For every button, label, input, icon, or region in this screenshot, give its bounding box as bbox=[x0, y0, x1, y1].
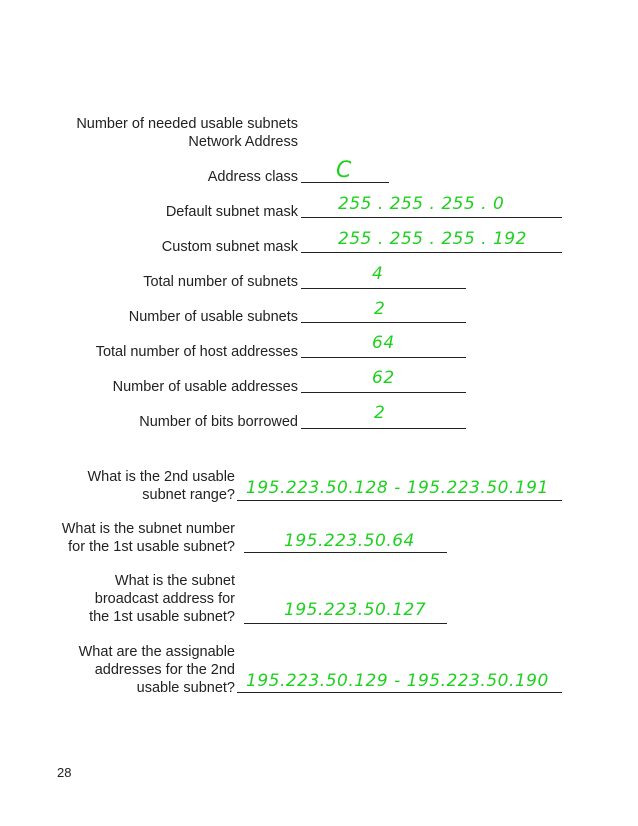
field-label: Address class bbox=[207, 169, 298, 185]
answer-line bbox=[301, 428, 466, 429]
answer-line bbox=[237, 692, 562, 693]
answer-line bbox=[301, 217, 562, 218]
answer-value: 195.223.50.127 bbox=[284, 600, 427, 620]
answer-line bbox=[301, 322, 466, 323]
field-label: Total number of host addresses bbox=[95, 344, 298, 360]
field-label: Custom subnet mask bbox=[161, 239, 298, 255]
field-label: Number of usable subnets bbox=[128, 309, 298, 325]
question-line: addresses for the 2nd bbox=[94, 662, 235, 678]
needed-subnets-label: Number of needed usable subnets bbox=[76, 116, 298, 132]
question-line: for the 1st usable subnet? bbox=[68, 539, 235, 555]
answer-value: 255 . 255 . 255 . 192 bbox=[338, 229, 527, 249]
answer-value: 64 bbox=[372, 333, 395, 353]
question-line: What is the 2nd usable bbox=[87, 469, 235, 485]
answer-value: 255 . 255 . 255 . 0 bbox=[338, 194, 505, 214]
answer-value: C bbox=[336, 158, 352, 183]
answer-line bbox=[244, 623, 447, 624]
answer-line bbox=[244, 552, 447, 553]
answer-value: 195.223.50.64 bbox=[284, 531, 415, 551]
field-label: Number of bits borrowed bbox=[139, 414, 298, 430]
question-line: broadcast address for bbox=[94, 591, 235, 607]
field-label: Default subnet mask bbox=[165, 204, 298, 220]
answer-value: 195.223.50.129 - 195.223.50.190 bbox=[246, 671, 549, 691]
answer-line bbox=[301, 357, 466, 358]
answer-line bbox=[301, 392, 466, 393]
answer-value: 2 bbox=[374, 403, 386, 423]
page-number: 28 bbox=[57, 765, 72, 780]
question-line: the 1st usable subnet? bbox=[89, 609, 235, 625]
question-line: What are the assignable bbox=[78, 644, 235, 660]
network-address-label: Network Address bbox=[188, 134, 298, 150]
answer-value: 2 bbox=[374, 299, 386, 319]
question-line: usable subnet? bbox=[136, 680, 235, 696]
question-line: What is the subnet bbox=[114, 573, 235, 589]
answer-line bbox=[301, 288, 466, 289]
answer-line bbox=[301, 252, 562, 253]
answer-value: 4 bbox=[372, 264, 384, 284]
answer-value: 62 bbox=[372, 368, 395, 388]
field-label: Total number of subnets bbox=[143, 274, 298, 290]
question-line: What is the subnet number bbox=[61, 521, 235, 537]
question-line: subnet range? bbox=[142, 487, 235, 503]
field-label: Number of usable addresses bbox=[112, 379, 298, 395]
answer-value: 195.223.50.128 - 195.223.50.191 bbox=[246, 478, 549, 498]
answer-line bbox=[237, 500, 562, 501]
